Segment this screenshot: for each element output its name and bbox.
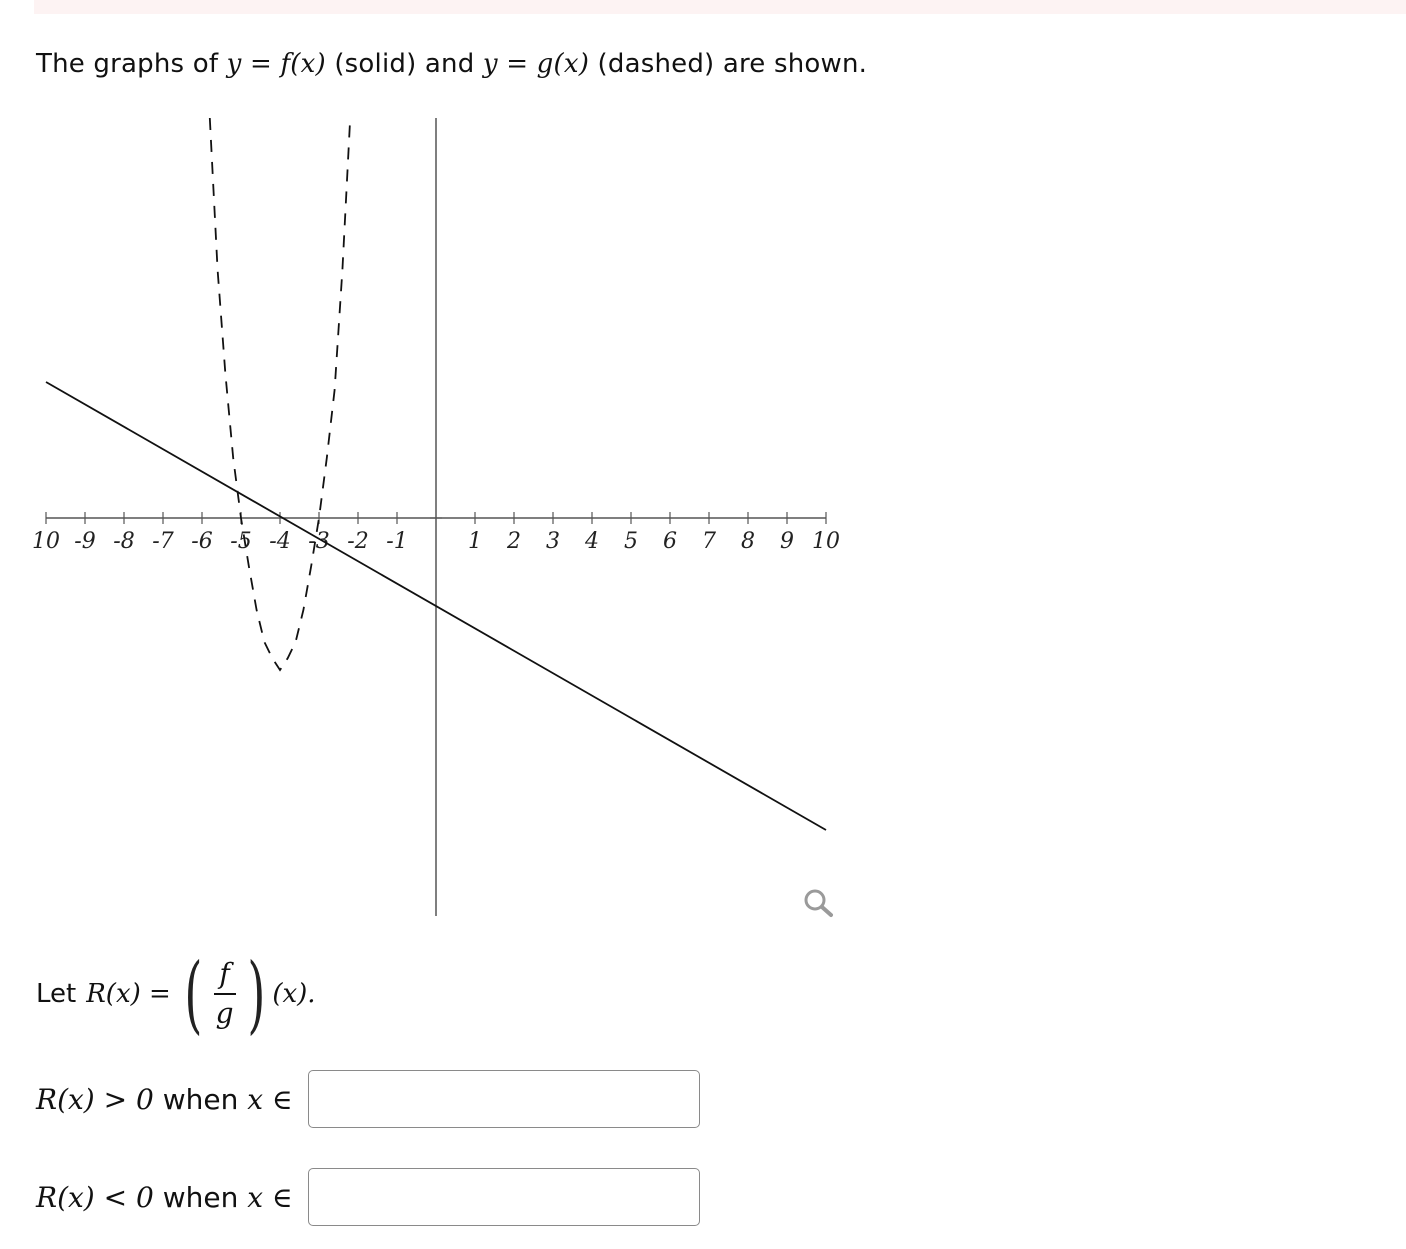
f-expression: y = f(x) — [226, 49, 326, 79]
r-definition: Let R(x) = ( $\frac{f}{g}$ ) (x). — [36, 945, 316, 1043]
x-tick-label: -8 — [113, 529, 135, 554]
denominator: g — [215, 996, 234, 1030]
x-tick-label: -4 — [269, 529, 291, 554]
g-expression: y = g(x) — [482, 49, 590, 79]
x-tick-label: -9 — [74, 529, 96, 554]
negative-interval-input[interactable] — [308, 1168, 700, 1226]
numerator: f — [219, 957, 230, 991]
answer-row-negative: R(x) < 0 when x ∈ — [36, 1168, 700, 1226]
x-tick-label: -2 — [347, 529, 369, 554]
left-paren: ( — [184, 945, 203, 1043]
x-tick-label: 5 — [624, 529, 638, 554]
x-tick-label: -1 — [386, 529, 408, 554]
x-tick-label: -6 — [191, 529, 213, 554]
x-tick-label: 4 — [585, 529, 599, 554]
x-tick-label: 3 — [546, 529, 560, 554]
question-text: The graphs of y = f(x) (solid) and y = g(x) (dashed) are shown. — [36, 49, 868, 79]
fraction — [214, 957, 236, 1031]
zoom-button[interactable] — [800, 884, 840, 924]
x-tick-label: 7 — [702, 529, 716, 554]
x-tick-label: 1 — [468, 529, 482, 554]
answer-row-positive: R(x) > 0 when x ∈ — [36, 1070, 700, 1128]
x-tick-label: 9 — [780, 529, 794, 554]
x-tick-label: -3 — [308, 529, 330, 554]
x-tick-label: 2 — [507, 529, 521, 554]
x-tick-label: 10 — [812, 529, 840, 554]
x-tick-label: -5 — [230, 529, 252, 554]
x-tick-label: 6 — [663, 529, 677, 554]
g-dashed-curve — [210, 118, 350, 670]
top-banner — [34, 0, 1406, 14]
x-tick-label: 10 — [32, 529, 60, 554]
positive-interval-input[interactable] — [308, 1070, 700, 1128]
x-tick-label: -7 — [152, 529, 174, 554]
right-paren: ) — [246, 945, 265, 1043]
magnifier-icon — [800, 884, 840, 924]
function-graph — [0, 100, 900, 930]
x-tick-label: 8 — [741, 529, 755, 554]
